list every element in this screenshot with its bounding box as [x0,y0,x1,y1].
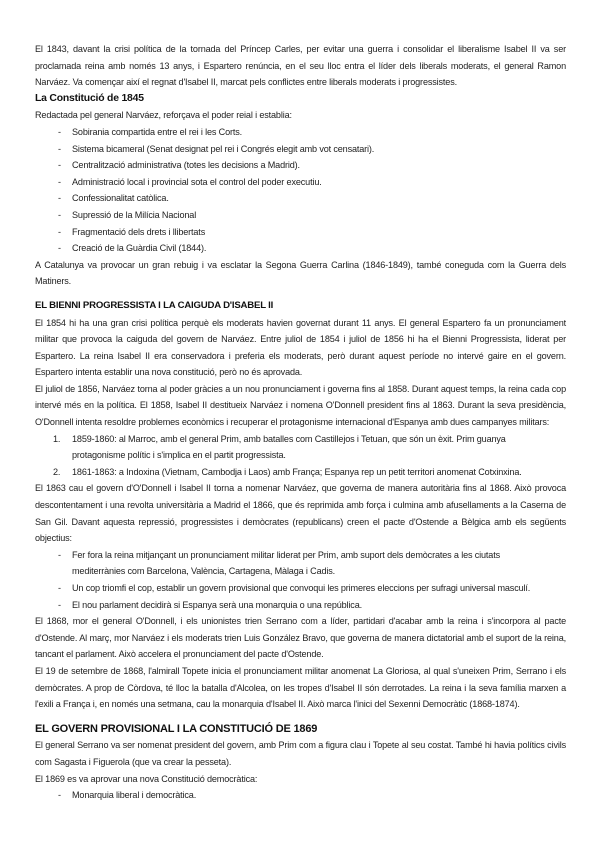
paragraph-1854: El 1854 hi ha una gran crisi política perquè els moderats havien governat durant 11 anys. El general Espartero fa un pronunciament militar que provoca la caiguda del govern de Narváez. Entre juliol de 1854 i juliol de 1856 hi ha el Bienni Progressista, liderat per Espartero. La reina Isabel II era conservadora i preferia els moderats, però durant aquest període no intervé gaire en el govern. Espartero intenta establir una nova constitució, però no és aprovada. [35,317,566,378]
list-campanyes [35,431,566,481]
list-item-text: 1861-1863: a Indoxina (Vietnam, Cambodja i Laos) amb França; Espanya rep un petit territori anomenat Cotxinxina. [72,466,522,477]
paragraph-serrano: El general Serrano va ser nomenat president del govern, amb Prim com a figura clau i Topete al seu costat. També hi havia polítics civils com Sagasta i Figuerola (que va crear la pesseta). [35,740,566,767]
list-item [35,464,566,481]
list-item: - Fragmentació dels drets i llibertats [35,224,566,241]
paragraph-1868: El 1868, mor el general O'Donnell, i els unionistes trien Serrano com a líder, partidari d'acabar amb la reina i s'incorpora al pacte d'Ostende. Al març, mor Narváez i els moderats trien Luis González Bravo, que governa de manera dictatorial amb el suport de la reina, tancant el parlament. Això accelera el pronunciament del pacte d'Ostende. [35,616,566,660]
list-item: - Un cop triomfi el cop, establir un govern provisional que convoqui les primeres eleccions per sufragi universal masculí. [35,580,566,597]
list-item: - Administració local i provincial sota el control del poder executiu. [35,174,566,191]
list-item: - Creació de la Guàrdia Civil (1844). [35,240,566,257]
list-item: - Sobirania compartida entre el rei i les Corts. [35,124,566,141]
list-item: - Centralització administrativa (totes les decisions a Madrid). [35,157,566,174]
heading-govern-provisional: EL GOVERN PROVISIONAL I LA CONSTITUCIÓ DE 1869 [35,722,318,735]
list-item: - El nou parlament decidirà si Espanya serà una monarquia o una república. [35,597,566,614]
list-item-text: 1859-1860: al Marroc, amb el general Prim, amb batalles com Castillejos i Tetuan, que són un èxit. Prim guanya protagonisme polític i s'implica en el partit progressista. [72,433,506,461]
paragraph-redactada: Redactada pel general Narváez, reforçava el poder reial i establia: [35,110,292,121]
paragraph-1856: El juliol de 1856, Narváez torna al poder gràcies a un nou pronunciament i governa fins al 1858. Durant aquest temps, la reina cada cop intervé més en la política. El 1858, Isabel II destitueix Narváez i nomena O'Donnell president fins al 1863. Durant la seva presidència, O'Donnell intenta resoldre problemes econòmics i recuperar el protagonisme internacional d'Espanya amb dues campanyes militars: [35,383,566,428]
list-item [35,431,566,464]
paragraph-intro: El 1843, davant la crisi política de la tornada del Príncep Carles, per evitar una guerra i consolidar el liberalisme Isabel II va ser proclamada reina amb només 13 anys, i Espartero renúncia, en el seu lloc entra el líder dels liberals moderats, el general Ramon Narváez. Va començar així el regnat d'Isabel II, marcat pels conflictes entre liberals moderats i progressistes. [35,44,566,88]
list-item: - Supressió de la Milícia Nacional [35,207,566,224]
paragraph-1869: El 1869 es va aprovar una nova Constitució democràtica: [35,773,258,784]
list-item: - Sistema bicameral (Senat designat pel rei i Congrés elegit amb vot censatari). [35,141,566,158]
paragraph-gloriosa: El 19 de setembre de 1868, l'almirall Topete inicia el pronunciament militar anomenat La Gloriosa, al qual s'uneixen Prim, Serrano i els demòcrates. A prop de Còrdova, té lloc la batalla d'Alcolea, on les tropes d'Isabel II són derrotades. La reina i la seva família marxen a l'exili a França i, en només una setmana, cau la monarquia d'Isabel II. Això marca l'inici del Sexenni Democràtic (1868-1874). [35,665,566,710]
list-number: 2. [53,466,61,477]
list-number: 1. [53,433,61,444]
paragraph-catalunya: A Catalunya va provocar un gran rebuig i va esclatar la Segona Guerra Carlina (1846-1849), també coneguda com la Guerra dels Matiners. [35,259,566,287]
list-constitucio-1869 [35,787,566,804]
list-item: - Confessionalitat catòlica. [35,190,566,207]
list-objectius [35,547,566,613]
document-page [35,41,566,804]
heading-constitucio-1845: La Constitució de 1845 [35,92,144,104]
list-constitucio-1845 [35,124,566,257]
paragraph-1863: El 1863 cau el govern d'O'Donnell i Isabel II torna a nomenar Narváez, que governa de manera autoritària fins al 1868. Això provoca descontentament i una revolta universitària a Madrid el 1866, que és reprimida amb força i culmina amb afusellaments a la Caserna de San Gil. Davant aquesta repressió, progressistes i demòcrates (republicans) creen el pacte d'Ostende a Bèlgica amb els següents objectius: [35,483,566,544]
list-item: - Fer fora la reina mitjançant un pronunciament militar liderat per Prim, amb suport dels demòcrates a les ciutats mediterrànies com Barcelona, València, Cartagena, Màlaga i Cadis. [35,547,566,580]
list-item: - Monarquia liberal i democràtica. [35,787,566,804]
heading-bienni: EL BIENNI PROGRESSISTA I LA CAIGUDA D'ISABEL II [35,299,274,311]
